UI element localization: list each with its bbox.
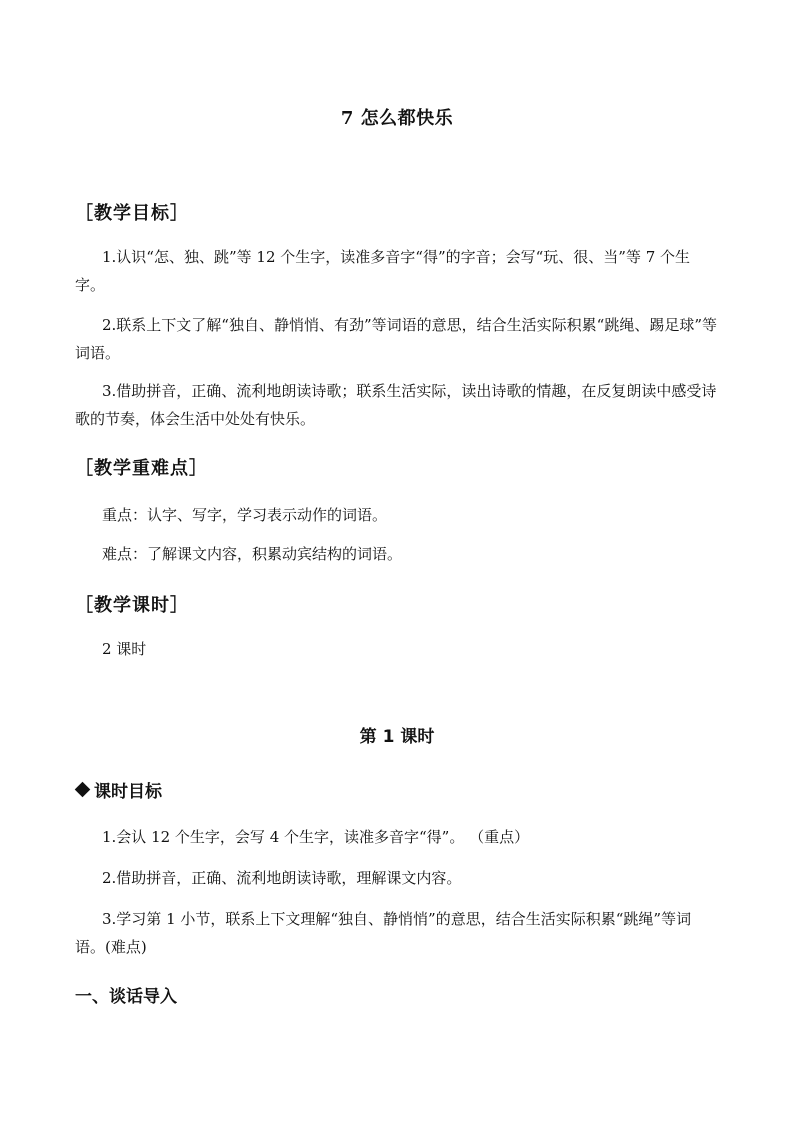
lesson-goals-heading-text: 课时目标 [94,782,162,802]
teaching-goals-heading: ［教学目标］ [75,203,189,224]
diamond-bullet-icon [75,782,91,798]
goal-item-1: 1.认识“怎、独、跳”等 12 个生字，读准多音字“得”的字音；会写“玩、很、当”等 7 个生字。 [75,248,691,294]
lesson-1-title: 第 1 课时 [359,727,435,747]
teaching-hours-value: 2 课时 [102,640,147,658]
lesson-goal-item-1: 1.会认 12 个生字，会写 4 个生字，读准多音字“得”。 （重点） [102,828,530,846]
part-1-heading: 一、谈话导入 [75,987,177,1007]
document-title: 7 怎么都快乐 [340,108,454,129]
focus-point: 重点：认字、写字，学习表示动作的词语。 [102,506,388,524]
goal-item-3: 3.借助拼音，正确、流利地朗读诗歌；联系生活实际，读出诗歌的情趣，在反复朗读中感受诗歌的节奏，体会生活中处处有快乐。 [75,382,717,428]
goal-item-2: 2.联系上下文了解“独自、静悄悄、有劲”等词语的意思，结合生活实际积累“跳绳、踢足球”等词语。 [75,316,717,362]
key-difficulty-heading: ［教学重难点］ [75,458,208,479]
teaching-hours-heading: ［教学课时］ [75,595,189,616]
lesson-goal-item-2: 2.借助拼音，正确、流利地朗读诗歌，理解课文内容。 [102,869,462,887]
difficulty-point: 难点：了解课文内容，积累动宾结构的词语。 [102,545,403,563]
lesson-goals-heading [75,777,162,802]
lesson-goal-item-3: 3.学习第 1 小节，联系上下文理解“独自、静悄悄”的意思，结合生活实际积累“跳绳”等词语。(难点) [75,910,692,956]
